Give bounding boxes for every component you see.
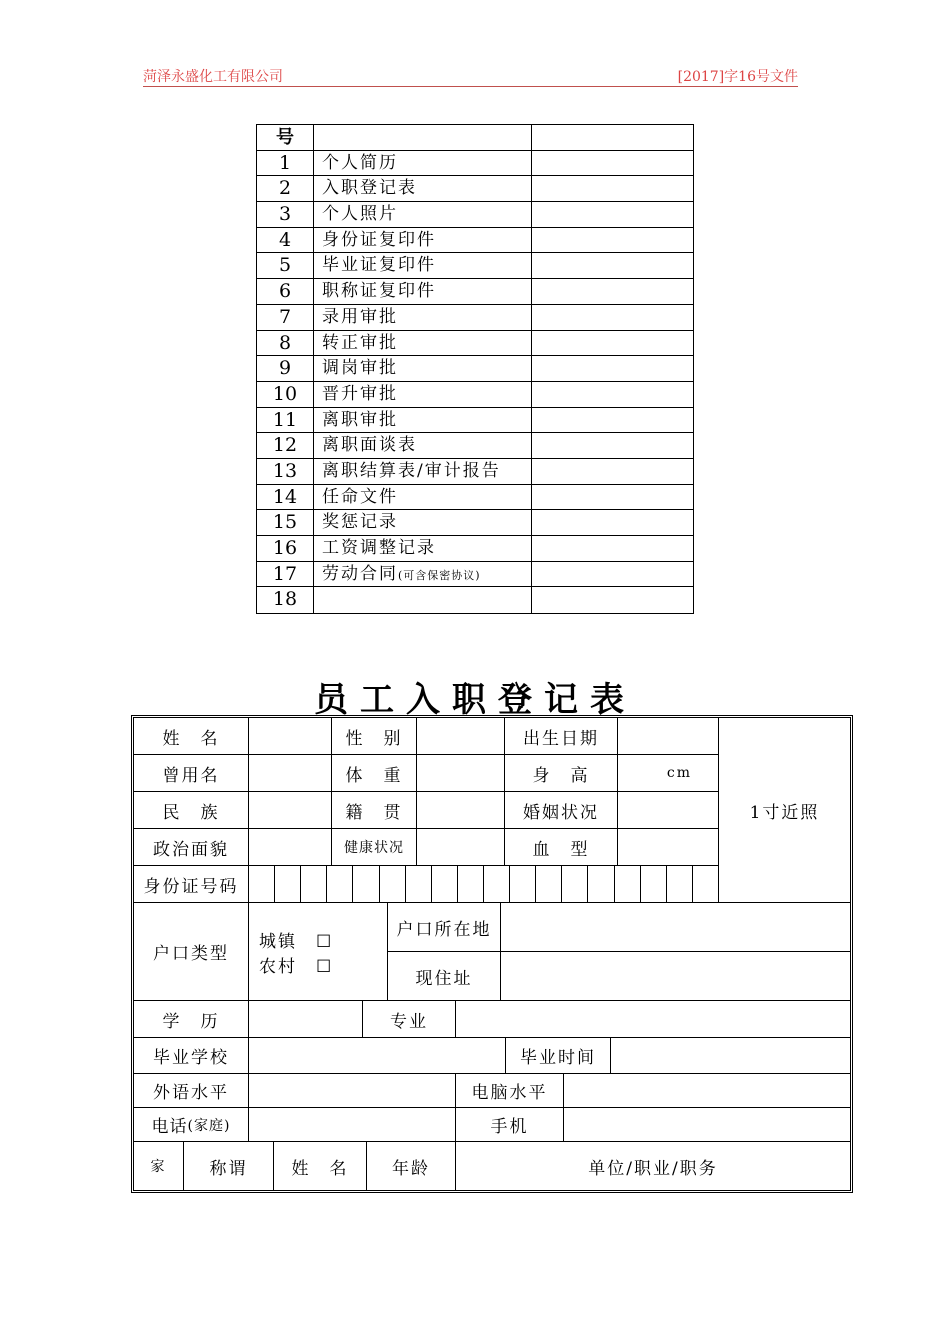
ethnic-field[interactable] xyxy=(249,792,332,829)
index-row xyxy=(257,151,693,177)
index-document-name: 入职登记表 xyxy=(314,176,532,201)
idcard-digit-box[interactable] xyxy=(510,866,536,903)
idcard-digit-box[interactable] xyxy=(327,866,353,903)
index-number: 3 xyxy=(257,202,314,227)
mobile-field[interactable] xyxy=(564,1108,850,1142)
idcard-digit-box[interactable] xyxy=(536,866,562,903)
index-row xyxy=(257,253,693,279)
index-remark-cell xyxy=(532,510,693,535)
native-field[interactable] xyxy=(417,792,505,829)
idcard-digit-box[interactable] xyxy=(458,866,484,903)
index-number: 12 xyxy=(257,433,314,458)
label-hukou-type: 户口类型 xyxy=(134,903,249,1001)
index-number-header: 号 xyxy=(257,125,314,150)
index-remark-cell xyxy=(532,305,693,330)
name-field[interactable] xyxy=(249,718,332,755)
index-document-name: 录用审批 xyxy=(314,305,532,330)
index-document-name: 职称证复印件 xyxy=(314,279,532,304)
index-remark-cell xyxy=(532,536,693,561)
index-row xyxy=(257,485,693,511)
form-title: 员工入职登记表 xyxy=(314,680,636,720)
index-document-name: 劳动合同(可含保密协议) xyxy=(314,562,532,587)
index-remark-cell xyxy=(532,459,693,484)
index-row xyxy=(257,331,693,357)
label-major: 专业 xyxy=(363,1001,456,1038)
grad-time-field[interactable] xyxy=(611,1038,850,1074)
index-number: 11 xyxy=(257,408,314,433)
label-computer: 电脑水平 xyxy=(456,1074,564,1108)
label-family-name: 姓 名 xyxy=(274,1142,367,1190)
index-remark-cell xyxy=(532,253,693,278)
address-field[interactable] xyxy=(501,952,850,1001)
index-number: 16 xyxy=(257,536,314,561)
index-number: 2 xyxy=(257,176,314,201)
idcard-digit-box[interactable] xyxy=(406,866,432,903)
index-remark-cell xyxy=(532,587,693,613)
idcard-digit-box[interactable] xyxy=(588,866,614,903)
blood-field[interactable] xyxy=(618,829,719,866)
index-row xyxy=(257,305,693,331)
idcard-digit-box[interactable] xyxy=(693,866,719,903)
major-field[interactable] xyxy=(456,1001,850,1038)
health-field[interactable] xyxy=(417,829,505,866)
index-remark-cell xyxy=(532,228,693,253)
label-home-phone: 电话 (家庭) xyxy=(134,1108,249,1142)
index-document-name: 奖惩记录 xyxy=(314,510,532,535)
label-blood: 血 型 xyxy=(505,829,618,866)
index-remark-cell xyxy=(532,176,693,201)
index-remark-cell xyxy=(532,485,693,510)
label-address: 现住址 xyxy=(388,952,501,1001)
idcard-digit-box[interactable] xyxy=(275,866,301,903)
index-document-name: 转正审批 xyxy=(314,331,532,356)
marital-field[interactable] xyxy=(618,792,719,829)
weight-field[interactable] xyxy=(417,755,505,792)
index-remark-cell xyxy=(532,151,693,176)
index-document-name: 个人照片 xyxy=(314,202,532,227)
index-document-name: 调岗审批 xyxy=(314,356,532,381)
school-field[interactable] xyxy=(249,1038,506,1074)
label-language: 外语水平 xyxy=(134,1074,249,1108)
label-school: 毕业学校 xyxy=(134,1038,249,1074)
idcard-digit-box[interactable] xyxy=(301,866,327,903)
archive-index-table xyxy=(256,124,694,614)
index-number: 1 xyxy=(257,151,314,176)
index-number: 13 xyxy=(257,459,314,484)
index-number: 9 xyxy=(257,356,314,381)
hukou-type-options xyxy=(249,903,388,1001)
label-education: 学 历 xyxy=(134,1001,249,1038)
index-row xyxy=(257,176,693,202)
index-remark-cell xyxy=(532,331,693,356)
idcard-digit-box[interactable] xyxy=(380,866,406,903)
label-native: 籍 贯 xyxy=(332,792,417,829)
idcard-digit-box[interactable] xyxy=(562,866,588,903)
rural-checkbox[interactable]: 农村 ☐ xyxy=(259,956,334,977)
index-row xyxy=(257,382,693,408)
page-header xyxy=(143,64,798,87)
index-number: 5 xyxy=(257,253,314,278)
label-name: 姓 名 xyxy=(134,718,249,755)
index-document-name: 晋升审批 xyxy=(314,382,532,407)
idcard-digit-box[interactable] xyxy=(353,866,379,903)
index-remark-cell xyxy=(532,408,693,433)
birth-field[interactable] xyxy=(618,718,719,755)
index-document-name: 毕业证复印件 xyxy=(314,253,532,278)
idcard-digit-box[interactable] xyxy=(615,866,641,903)
index-row xyxy=(257,459,693,485)
index-number: 18 xyxy=(257,587,314,613)
index-number: 4 xyxy=(257,228,314,253)
idcard-digit-box[interactable] xyxy=(641,866,667,903)
index-document-name: 离职面谈表 xyxy=(314,433,532,458)
label-alias: 曾用名 xyxy=(134,755,249,792)
hukou-location-field[interactable] xyxy=(501,903,850,952)
index-remark-cell xyxy=(532,202,693,227)
index-header-row xyxy=(257,125,693,151)
label-height: 身 高 xyxy=(505,755,618,792)
company-name: 菏泽永盛化工有限公司 xyxy=(143,69,283,85)
index-row xyxy=(257,279,693,305)
index-document-name: 离职结算表/审计报告 xyxy=(314,459,532,484)
label-weight: 体 重 xyxy=(332,755,417,792)
employee-entry-form xyxy=(131,715,853,1193)
index-remark-cell xyxy=(532,356,693,381)
label-idcard: 身份证号码 xyxy=(134,866,249,903)
index-row xyxy=(257,562,693,588)
idcard-digit-box[interactable] xyxy=(249,866,275,903)
label-employer: 单位/职业/职务 xyxy=(588,1158,718,1179)
index-row xyxy=(257,356,693,382)
index-number: 14 xyxy=(257,485,314,510)
idcard-digit-box[interactable] xyxy=(432,866,458,903)
index-remark-cell xyxy=(532,433,693,458)
document-number: [2017]字16号文件 xyxy=(677,69,798,85)
index-document-name: 离职审批 xyxy=(314,408,532,433)
index-document-name: 工资调整记录 xyxy=(314,536,532,561)
index-remark-cell xyxy=(532,562,693,587)
label-birth: 出生日期 xyxy=(505,718,618,755)
index-row xyxy=(257,587,693,613)
label-relation: 称谓 xyxy=(184,1142,274,1190)
index-number: 15 xyxy=(257,510,314,535)
label-ethnic: 民 族 xyxy=(134,792,249,829)
label-age: 年龄 xyxy=(367,1142,456,1190)
index-number: 7 xyxy=(257,305,314,330)
index-document-name xyxy=(314,587,532,613)
index-row xyxy=(257,408,693,434)
index-note: (可含保密协议) xyxy=(398,568,481,582)
index-document-name: 身份证复印件 xyxy=(314,228,532,253)
index-document-name: 任命文件 xyxy=(314,485,532,510)
height-unit: cm xyxy=(666,765,692,781)
label-marital: 婚姻状况 xyxy=(505,792,618,829)
index-row xyxy=(257,536,693,562)
index-row xyxy=(257,202,693,228)
label-family: 家 xyxy=(134,1142,184,1190)
urban-checkbox[interactable]: 城镇 ☐ xyxy=(259,931,334,952)
idcard-digit-box[interactable] xyxy=(667,866,693,903)
index-row xyxy=(257,433,693,459)
index-row xyxy=(257,510,693,536)
index-number: 8 xyxy=(257,331,314,356)
index-number: 10 xyxy=(257,382,314,407)
index-row xyxy=(257,228,693,254)
label-gender: 性 别 xyxy=(332,718,417,755)
computer-field[interactable] xyxy=(564,1074,850,1108)
label-health: 健康状况 xyxy=(332,829,417,866)
home-phone-field[interactable] xyxy=(249,1108,456,1142)
alias-field[interactable] xyxy=(249,755,332,792)
education-field[interactable] xyxy=(249,1001,363,1038)
gender-field[interactable] xyxy=(417,718,505,755)
political-field[interactable] xyxy=(249,829,332,866)
index-remark-cell xyxy=(532,279,693,304)
label-political: 政治面貌 xyxy=(134,829,249,866)
index-remark-cell xyxy=(532,382,693,407)
label-mobile: 手机 xyxy=(456,1108,564,1142)
index-number: 6 xyxy=(257,279,314,304)
label-grad-time: 毕业时间 xyxy=(506,1038,611,1074)
idcard-digit-box[interactable] xyxy=(484,866,510,903)
label-hukou-location: 户口所在地 xyxy=(388,903,501,952)
language-field[interactable] xyxy=(249,1074,456,1108)
height-field[interactable] xyxy=(618,755,719,792)
index-number: 17 xyxy=(257,562,314,587)
photo-box: 1寸近照 xyxy=(719,718,850,903)
index-document-name: 个人简历 xyxy=(314,151,532,176)
